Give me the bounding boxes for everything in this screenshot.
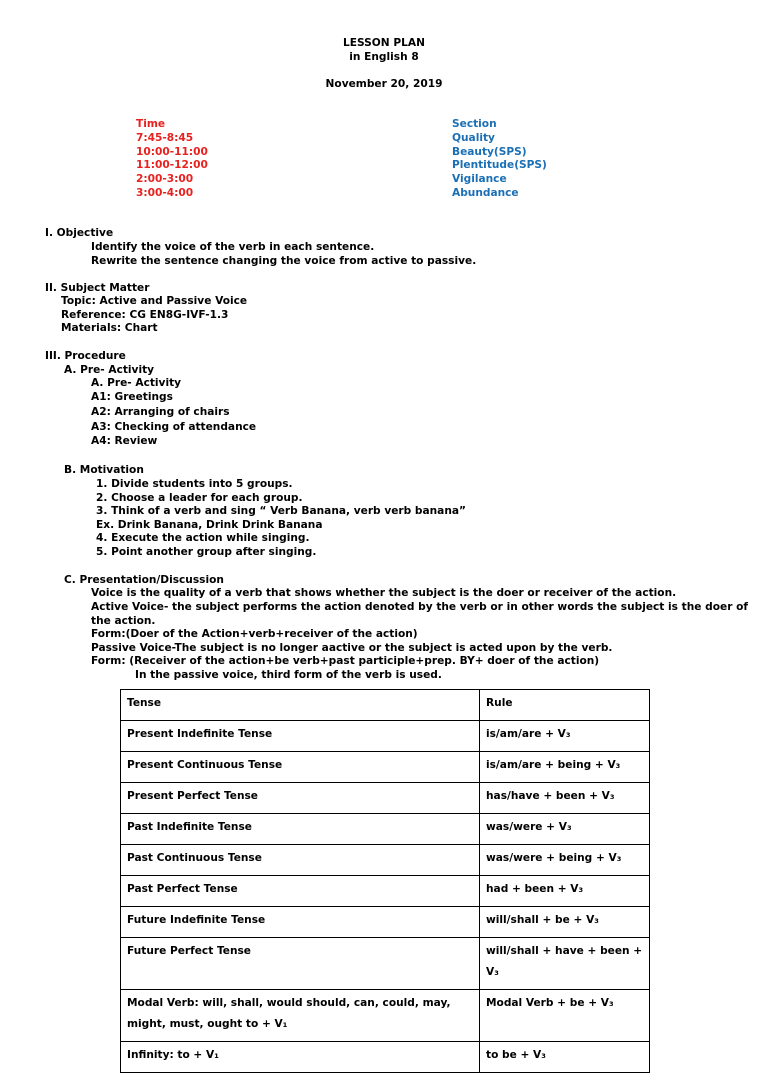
- subject-matter-heading: II. Subject Matter: [45, 282, 150, 294]
- time-slot: 2:00-3:00: [136, 173, 194, 185]
- rule-cell: will/shall + have + been + V₃: [480, 938, 650, 990]
- rule-cell: to be + V₃: [480, 1042, 650, 1073]
- subject-matter-materials: Materials: Chart: [61, 322, 158, 334]
- presentation-line: Voice is the quality of a verb that shows whether the subject is the doer or receiver of the action.: [91, 587, 677, 599]
- tense-cell: Past Perfect Tense: [121, 876, 480, 907]
- tense-cell: Present Indefinite Tense: [121, 721, 480, 752]
- rule-cell: is/am/are + being + V₃: [480, 752, 650, 783]
- objective-heading: I. Objective: [45, 227, 114, 239]
- pre-activity-item: A4: Review: [91, 435, 158, 447]
- presentation-line: Passive Voice-The subject is no longer aactive or the subject is acted upon by the verb.: [91, 642, 613, 654]
- time-slot: 7:45-8:45: [136, 132, 194, 144]
- pre-activity-item: A2: Arranging of chairs: [91, 406, 230, 418]
- section-header: Section: [452, 118, 497, 130]
- subject-matter-topic: Topic: Active and Passive Voice: [61, 295, 248, 307]
- section-name: Vigilance: [452, 173, 507, 185]
- motivation-example: Ex. Drink Banana, Drink Drink Banana: [96, 519, 323, 531]
- objective-item: Rewrite the sentence changing the voice from active to passive.: [91, 255, 477, 267]
- tense-cell: Present Continuous Tense: [121, 752, 480, 783]
- table-row: [121, 845, 650, 876]
- time-slot: 10:00-11:00: [136, 146, 208, 158]
- presentation-line: Form: (Receiver of the action+be verb+past participle+prep. BY+ doer of the action): [91, 655, 600, 667]
- tense-cell: Past Continuous Tense: [121, 845, 480, 876]
- section-name: Quality: [452, 132, 495, 144]
- motivation-item: 2. Choose a leader for each group.: [96, 492, 303, 504]
- tense-cell: Present Perfect Tense: [121, 783, 480, 814]
- section-name: Plentitude(SPS): [452, 159, 547, 171]
- rule-cell: Modal Verb + be + V₃: [480, 990, 650, 1042]
- document-date: November 20, 2019: [325, 78, 443, 90]
- table-header-row: [121, 690, 650, 721]
- time-slot: 3:00-4:00: [136, 187, 194, 199]
- table-row: [121, 1042, 650, 1073]
- table-row: [121, 814, 650, 845]
- motivation-item: 4. Execute the action while singing.: [96, 532, 310, 544]
- section-name: Abundance: [452, 187, 519, 199]
- tense-cell: Past Indefinite Tense: [121, 814, 480, 845]
- table-row: [121, 938, 650, 990]
- table-row: [121, 752, 650, 783]
- presentation-line: the action.: [91, 615, 156, 627]
- section-name: Beauty(SPS): [452, 146, 527, 158]
- presentation-line: Form:(Doer of the Action+verb+receiver of the action): [91, 628, 418, 640]
- tense-cell: Future Indefinite Tense: [121, 907, 480, 938]
- motivation-item: 5. Point another group after singing.: [96, 546, 317, 558]
- time-header: Time: [136, 118, 166, 130]
- table-header-rule: Rule: [480, 690, 650, 721]
- time-slot: 11:00-12:00: [136, 159, 208, 171]
- table-header-tense: Tense: [121, 690, 480, 721]
- tense-cell: Future Perfect Tense: [121, 938, 480, 990]
- rule-cell: will/shall + be + V₃: [480, 907, 650, 938]
- presentation-line: Active Voice- the subject performs the action denoted by the verb or in other words the subject is the doer of: [91, 601, 748, 613]
- pre-activity-item: A1: Greetings: [91, 391, 173, 403]
- table-row: [121, 876, 650, 907]
- rule-cell: was/were + V₃: [480, 814, 650, 845]
- passive-note: In the passive voice, third form of the verb is used.: [135, 669, 442, 681]
- presentation-heading: C. Presentation/Discussion: [64, 574, 224, 586]
- rule-cell: has/have + been + V₃: [480, 783, 650, 814]
- tense-cell: Infinity: to + V₁: [121, 1042, 480, 1073]
- rule-cell: is/am/are + V₃: [480, 721, 650, 752]
- pre-activity-heading: A. Pre- Activity: [64, 364, 155, 376]
- motivation-heading: B. Motivation: [64, 464, 144, 476]
- document-title: LESSON PLAN: [343, 37, 425, 49]
- document-subject: in English 8: [349, 51, 419, 63]
- table-row: [121, 907, 650, 938]
- objective-item: Identify the voice of the verb in each sentence.: [91, 241, 375, 253]
- procedure-heading: III. Procedure: [45, 350, 126, 362]
- tense-rule-table: [120, 689, 650, 1073]
- rule-cell: had + been + V₃: [480, 876, 650, 907]
- table-row: [121, 721, 650, 752]
- motivation-item: 3. Think of a verb and sing “ Verb Banana, verb verb banana”: [96, 505, 466, 517]
- subject-matter-reference: Reference: CG EN8G-IVF-1.3: [61, 309, 229, 321]
- motivation-item: 1. Divide students into 5 groups.: [96, 478, 293, 490]
- tense-cell: Modal Verb: will, shall, would should, can, could, may, might, must, ought to + V₁: [121, 990, 480, 1042]
- pre-activity-item: A3: Checking of attendance: [91, 421, 257, 433]
- table-row: [121, 783, 650, 814]
- table-row: [121, 990, 650, 1042]
- pre-activity-subheading: A. Pre- Activity: [91, 377, 182, 389]
- rule-cell: was/were + being + V₃: [480, 845, 650, 876]
